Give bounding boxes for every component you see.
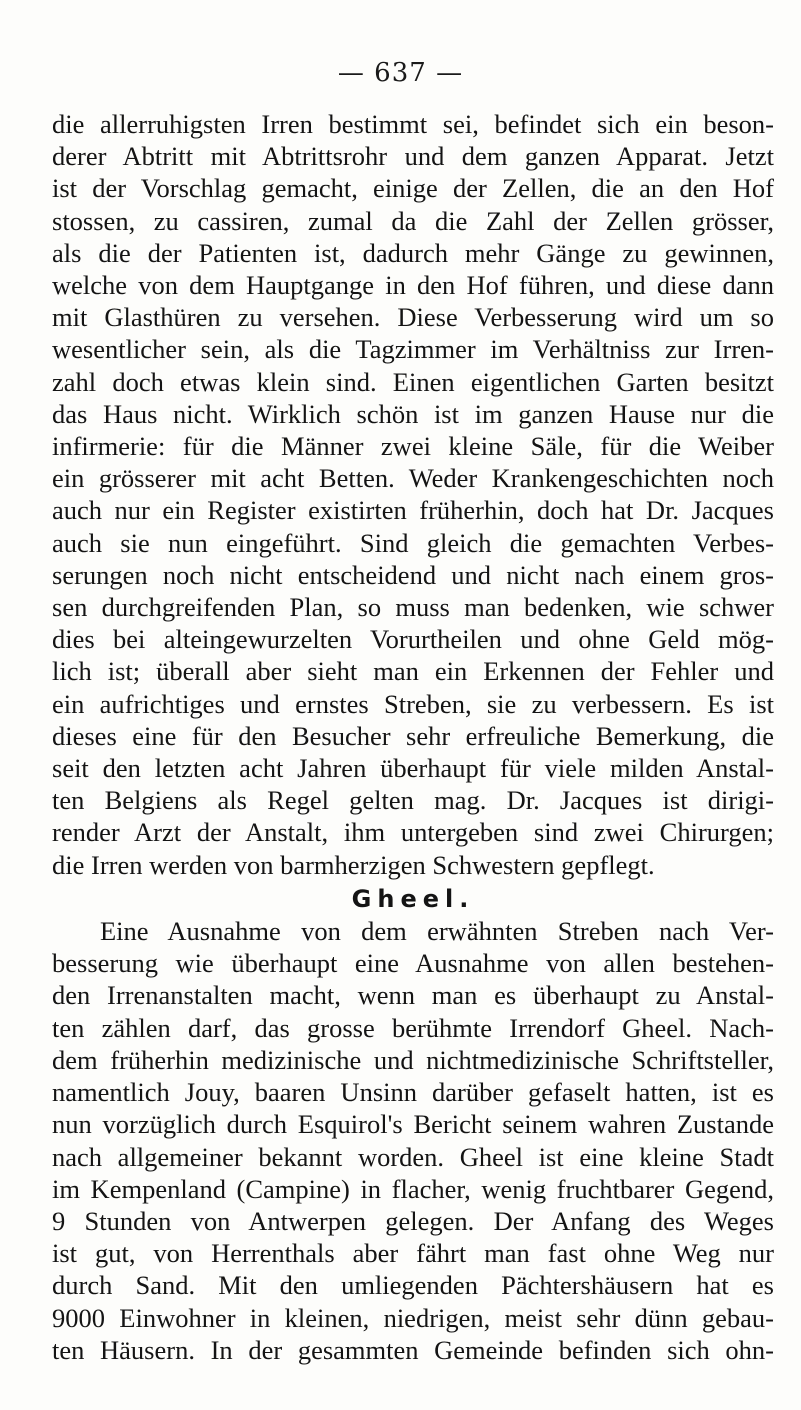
text-line: nun vorzüglich durch Esquirol's Bericht seinem wahren Zustande bbox=[52, 1109, 774, 1140]
text-line: auch sie nun eingeführt. Sind gleich die gemachten Verbes- bbox=[52, 527, 774, 558]
text-line: auch nur ein Register existirten früherhin, doch hat Dr. Jacques bbox=[52, 495, 774, 526]
page-number: — 637 — bbox=[337, 58, 464, 88]
text-line: die allerruhigsten Irren bestimmt sei, befindet sich ein beson- bbox=[52, 109, 774, 139]
text-line: render Arzt der Anstalt, ihm untergeben sind zwei Chirurgen; bbox=[52, 817, 774, 848]
text-line: im Kempenland (Campine) in flacher, wenig fruchtbarer Gegend, bbox=[52, 1173, 774, 1204]
text-line: ein grösserer mit acht Betten. Weder Krankengeschichten noch bbox=[52, 463, 774, 494]
text-line: mit Glasthüren zu versehen. Diese Verbesserung wird um so bbox=[52, 302, 774, 333]
text-line: Eine Ausnahme von dem erwähnten Streben nach Ver- bbox=[100, 916, 774, 947]
text-line: dies bei alteingewurzelten Vorurtheilen und ohne Geld mög- bbox=[52, 624, 774, 655]
text-line: ten Häusern. In der gesammten Gemeinde befinden sich ohn- bbox=[52, 1334, 774, 1365]
paragraph-2 bbox=[52, 915, 774, 1366]
text-line: nach allgemeiner bekannt worden. Gheel ist eine kleine Stadt bbox=[52, 1141, 774, 1172]
text-line: seit den letzten acht Jahren überhaupt für viele milden Anstal- bbox=[52, 753, 774, 784]
text-line: sen durchgreifenden Plan, so muss man bedenken, wie schwer bbox=[52, 592, 774, 623]
text-line: 9000 Einwohner in kleinen, niedrigen, meist sehr dünn gebau- bbox=[52, 1302, 774, 1333]
section-heading: Gheel. bbox=[351, 884, 475, 913]
text-line: die Irren werden von barmherzigen Schwestern gepflegt. bbox=[52, 849, 655, 880]
text-line: derer Abtritt mit Abtrittsrohr und dem ganzen Apparat. Jetzt bbox=[52, 141, 774, 172]
text-line: das Haus nicht. Wirklich schön ist im ganzen Hause nur die bbox=[52, 398, 774, 429]
text-line: ist gut, von Herrenthals aber fährt man fast ohne Weg nur bbox=[52, 1238, 774, 1269]
text-line: ten Belgiens als Regel gelten mag. Dr. Jacques ist dirigi- bbox=[52, 785, 774, 816]
text-line: besserung wie überhaupt eine Ausnahme von allen bestehen- bbox=[52, 948, 774, 979]
page-body bbox=[52, 108, 774, 1366]
text-line: durch Sand. Mit den umliegenden Pächtershäusern hat es bbox=[52, 1270, 774, 1301]
text-line: serungen noch nicht entscheidend und nicht nach einem gros- bbox=[52, 559, 774, 590]
text-line: ein aufrichtiges und ernstes Streben, sie zu verbessern. Es ist bbox=[52, 688, 774, 719]
text-line: ten zählen darf, das grosse berühmte Irrendorf Gheel. Nach- bbox=[52, 1012, 774, 1043]
text-line: welche von dem Hauptgange in den Hof führen, und diese dann bbox=[52, 270, 774, 301]
paragraph-1 bbox=[52, 108, 774, 881]
text-line: namentlich Jouy, baaren Unsinn darüber gefaselt hatten, ist es bbox=[52, 1077, 774, 1108]
text-line: infirmerie: für die Männer zwei kleine Säle, für die Weiber bbox=[52, 431, 774, 462]
text-line: dem früherhin medizinische und nichtmedizinische Schriftsteller, bbox=[52, 1044, 774, 1075]
text-line: den Irrenanstalten macht, wenn man es überhaupt zu Anstal- bbox=[52, 980, 774, 1011]
text-line: 9 Stunden von Antwerpen gelegen. Der Anfang des Weges bbox=[52, 1205, 774, 1236]
text-line: zahl doch etwas klein sind. Einen eigentlichen Garten besitzt bbox=[52, 366, 774, 397]
text-line: lich ist; überall aber sieht man ein Erkennen der Fehler und bbox=[52, 656, 774, 687]
text-line: stossen, zu cassiren, zumal da die Zahl der Zellen grösser, bbox=[52, 205, 774, 236]
text-line: wesentlicher sein, als die Tagzimmer im Verhältniss zur Irren- bbox=[52, 334, 774, 365]
text-line: dieses eine für den Besucher sehr erfreuliche Bemerkung, die bbox=[52, 720, 774, 751]
text-line: ist der Vorschlag gemacht, einige der Zellen, die an den Hof bbox=[52, 173, 774, 204]
text-line: als die der Patienten ist, dadurch mehr Gänge zu gewinnen, bbox=[52, 237, 774, 268]
